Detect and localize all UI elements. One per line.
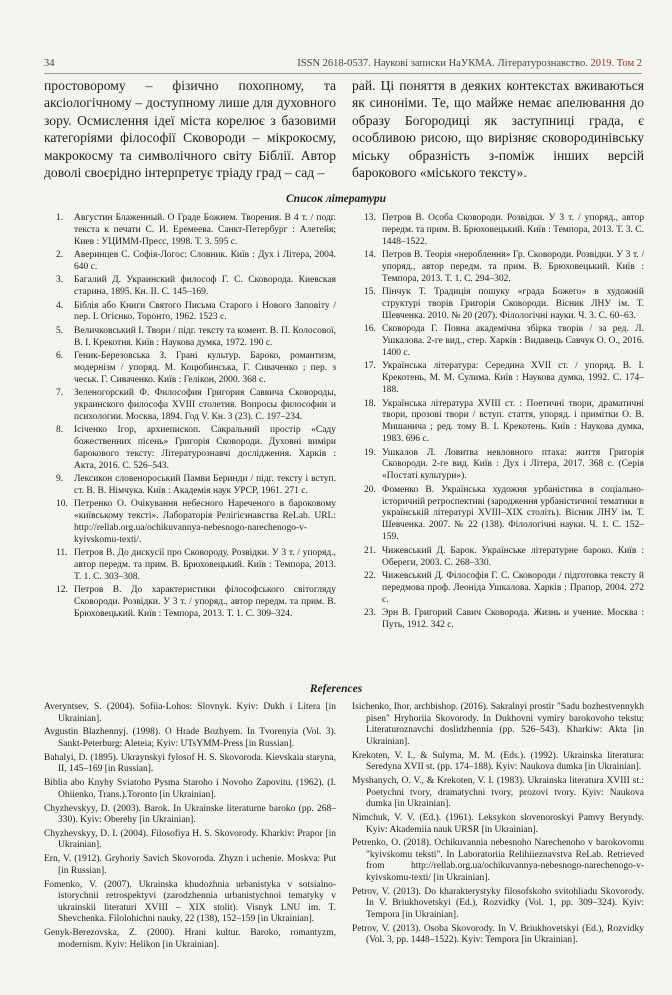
literature-item [44,388,336,424]
literature-item-number: 22. [364,570,376,581]
literature-item [44,585,336,621]
literature-item-text: Чижевський Д. Барок. Українське літературне бароко. Київ : Обереги, 2003. С. 268–330. [382,545,644,568]
literature-item [352,287,644,323]
reference-item: Biblia abo Knyhy Sviatoho Pysma Staroho i Novoho Zapovitu. (1962). (I. Ohiienko, Trans.).Toronto [in Ukrainian]. [44,778,336,800]
journal-title [297,58,642,69]
literature-item-text: Геник-Березовська З. Грані культур. Бароко, романтизм, модернізм / упоряд. М. Коцюбинська, Г. Сиваченко ; пер. з чеськ. Г. Сиваченко. Київ : Гелікон, 2000. 368 с. [74,350,336,385]
literature-col-left [44,213,336,633]
literature-item-text: Ісіченко Ігор, архиепископ. Сакральний простір «Саду божественних пісень» Григорія Сковороди. Духовні виміри барокового тексту: Літературознавчі дослідження. Харків : Акта, 2016. С. 526–543. [74,425,336,471]
literature-item-number: 3. [56,275,64,286]
literature-item-text: Пінчук Т. Традиція пошуку «града Божего» в художній структурі творів Григорія Сковороди. Вісник ЛНУ ім. Т. Шевченка. 2010. № 20 (207). Філологічні науки. Ч. 3. С. 60–63. [382,287,644,322]
references-col-right [352,702,644,954]
literature-item [352,399,644,447]
literature-item [44,425,336,473]
literature-item-number: 2. [56,250,64,261]
literature-item-text: Зеленогорский Ф. Философия Григория Саввича Сковороды, украинского философа XVIII столетия. Вопросы философии и психологии. Москва, 1894. Год V. Кн. 3 (23). С. 197–234. [74,388,336,422]
literature-item-number: 23. [364,607,376,618]
literature-item [44,275,336,299]
literature-list [44,213,644,633]
reference-item: Bahalyi, D. (1895). Ukraynskyi fylosof H. S. Skovoroda. Kievskaia staryna, II, 145–169 [in Russian]. [44,752,336,775]
literature-item [352,485,644,545]
literature-item-number: 12. [56,585,68,596]
literature-item [44,499,336,547]
literature-item-number: 16. [364,324,376,335]
literature-item-number: 5. [56,325,64,336]
body-text-left: простоворому – фізично похопному, та аксіологічному – доступному лише для духовного зору. Осмислення ідеї міста корелює з базовими категоріями філософії Сковороди – мікрокосму, макрокосму та символічного світу Біблії. Автор доволі своєрідно інтерпретує тріаду град – сад – [44,78,336,181]
literature-list-right [352,213,644,632]
literature-item-text: Августин Блаженный. О Граде Божием. Творения. В 4 т. / подг. текста к печати С. И. Еремеева. Санкт-Петербург : Алетейя; Киев : УЦИММ-Пресс, 1998. Т. 3. 595 с. [74,213,336,247]
literature-item [44,326,336,350]
literature-item-number: 13. [364,213,376,223]
literature-item-text: Чижевський Д. Філософія Г. С. Сковороди / підготовка тексту й передмова проф. Леоніда Ушкалова. Харків : Прапор, 2004. 272 с. [382,570,644,605]
literature-item [44,213,336,249]
reference-item: Myshanych, O. V., & Krekoten, V. I. (1983). Ukrainska literatura XVIII st.: Poetychni tvory, dramatychni tvory, prozovi tvory. Kyiv: Naukova dumka [in Ukrainian]. [352,775,644,810]
literature-list-left [44,213,336,621]
literature-item [352,250,644,286]
literature-item [44,351,336,387]
reference-item: Isichenko, Ihor, archbishop. (2016). Sakralnyi prostir "Sadu bozhestvennykh pisen" Hryhoriia Skovorody. In Dukhovni vymiry barokovoho tekstu: Literaturoznavchi doslidzhennia (pp. 526–543). Kharkiw: Akta [in Ukrainian]. [352,702,644,747]
literature-item [352,546,644,570]
running-header [44,58,642,69]
literature-item-number: 8. [56,425,64,436]
reference-item: Petrenko, O. (2018). Ochikuvannia nebesnoho Narechenoho v barokovomu "kyivskomu teksti". In Laboratoriia Relihiieznavstva ReLab. Retrieved from http://rellab.org.ua/ochikuvannya-nebesnogo-narechenogo-v-kyivskomu-texti/ [in Ukrainian]. [352,838,644,884]
literature-item-text: Сковорода Г. Повна академічна збірка творів / за ред. Л. Ушкалова. 2-ге вид., стер. Харків : Видавець Савчук О. О., 2016. 1400 с. [382,324,644,359]
literature-item-text: Петренко О. Очікування небесного Нареченого в бароковому «київському тексті». Лабораторія Релігієзнавства ReLab. URL: http://rellab.org.ua/ochikuvannya-nebesnogo-narechenogo-v-kyivskomu-texti/. [74,499,336,546]
literature-item-text: Петров В. До дискусії про Сковороду. Розвідки. У 3 т. / упоряд., автор передм. та прим. В. Брюховецький. Київ : Темпора, 2013. Т. 1. С. 303–308. [74,548,336,583]
reference-item: Averyntsev, S. (2004). Sofiia-Lohos: Slovnyk. Kyiv: Dukh i Litera [in Ukrainian]. [44,702,336,724]
literature-item-number: 6. [56,350,64,361]
reference-item: Krekoten, V. I., & Sulyma, M. M. (Eds.). (1992). Ukrainska literatura: Seredyna XVII st. (pp. 174–188). Kyiv: Naukova dumka [in Ukrainian]. [352,750,644,773]
literature-item [352,361,644,397]
literature-item [352,608,644,632]
references-title: References [309,683,363,695]
literature-item [44,548,336,584]
body-text-right: рай. Ці поняття в деяких контекстах вживаються як синоніми. Те, що майже немає апелювання до образу Богородиці як заступниці града, є особливою рисою, що вирізняє сковородинівську міську образність з-поміж інших версій барокового «міського тексту». [352,78,644,181]
literature-item [352,324,644,360]
literature-item [44,301,336,325]
literature-item-text: Аверинцев С. Софія-Логос: Словник. Київ : Дух і Літера, 2004. 640 с. [74,250,336,273]
literature-item-number: 21. [364,545,376,556]
literature-item-number: 9. [56,474,64,485]
literature-item-text: Петров В. Особа Сковороди. Розвідки. У 3 т. / упоряд., автор передм. та прим. В. Брюховецький. Київ : Темпора, 2013. Т. 3. С. 1448–1522. [382,213,644,247]
literature-item-number: 14. [364,250,376,261]
literature-item-number: 11. [56,548,68,559]
literature-item [44,250,336,274]
references-list [44,702,644,954]
header-rule [44,73,642,74]
journal-name: ISSN 2618-0537. Наукові записки НаУКМА. Літературознавство. [297,58,588,69]
literature-item-text: Эрн В. Григорий Савич Сковорода. Жизнь и учение. Москва : Путь, 1912. 342 с. [382,607,644,630]
journal-volume: 2019. Том 2 [590,58,642,69]
literature-item [352,571,644,607]
literature-item-text: Петров В. Теорія «нероблення» Гр. Сковороди. Розвідки. У 3 т. / упоряд., автор передм. та прим. В. Брюховецький. Київ : Темпора, 2013. Т. 1. С. 294–302. [382,250,644,284]
literature-item-number: 10. [56,499,68,510]
page-number: 34 [44,58,55,69]
literature-item-text: Багалий Д. Украинский философ Г. С. Сковорода. Киевская старина, 1895. Кн. II. С. 145–169. [74,275,336,298]
reference-item: Nimchuk, V. V. (Ed.). (1961). Leksykon slovenoroskyi Pamvy Beryndy. Kyiv: Akademiia nauk URSR [in Ukrainian]. [352,812,644,835]
reference-item: Chyzhevskyy, D. I. (2004). Filosofiya H. S. Skovorody. Kharkiv: Prapor [in Ukrainian]. [44,828,336,851]
literature-item-number: 17. [364,361,376,372]
literature-item [352,448,644,484]
literature-item [44,474,336,498]
literature-item-number: 7. [56,388,64,399]
literature-item-text: Біблія або Книги Святого Письма Старого і Нового Заповіту / пер. І. Огієнко. Торонто, 1962. 1523 с. [74,300,336,323]
reference-item: Chyzhevskyy, D. (2003). Barok. In Ukrainske literaturne baroko (pp. 268–330). Kyiv: Oberehy [in Ukrainian]. [44,803,336,826]
reference-item: Petrov, V. (2013). Do kharakterystyky filosofskoho svitohliadu Skovorody. In V. Briukhovetskyi (Ed.), Rozvidky (Vol. 1, pp. 309–324). Kyiv: Tempora [in Ukrainian]. [352,886,644,921]
literature-item-number: 15. [364,287,376,298]
reference-item: Genyk-Berezovska, Z. (2000). Hrani kultur. Baroko, romantyzm, modernism. Kyiv: Helikon [in Ukrainian]. [44,928,336,950]
literature-item-number: 1. [56,213,64,223]
literature-item-text: Лексикон словенороський Памви Беринди / підг. тексту і вступ. ст. В. В. Німчука. Київ : Академія наук УРСР, 1961. 271 с. [74,474,336,497]
body-text [44,77,644,181]
literature-title: Список літератури [286,193,386,205]
literature-item [352,213,644,249]
literature-item-text: Петров В. До характеристики філософського світогляду Сковороди. Розвідки. У 3 т. / упоряд., автор передм. та прим. В. Брюховецький. Київ : Темпора, 2013. Т. 1. С. 309–324. [74,585,336,620]
literature-col-right [352,213,644,633]
reference-item: Avgustin Blazhennyj. (1998). O Hrade Bozhyem. In Tvorenyia (Vol. 3). Sankt-Peterburg: Aleteia; Kyiv: UTsYMM-Press [in Russian]. [44,727,336,749]
literature-item-text: Ушкалов Л. Ловитва невловного птаха: життя Григорія Сковороди. 2-ге вид. Київ : Дух і Літера, 2017. 368 с. (Серія «Постаті культури»). [382,447,644,482]
reference-item: Ern, V. (1912). Gryhoriy Savich Skovoroda. Zhyzn i uchenie. Moskva: Put [in Russian]. [44,854,336,876]
literature-item-number: 20. [364,484,376,495]
literature-item-number: 18. [364,398,376,409]
literature-item-number: 4. [56,300,64,311]
literature-item-text: Українська література XVIII ст. : Поетичні твори, драматичні твори, прозові твори / вступ. стаття, упоряд. і примітки О. В. Мишанича ; ред. тому В. І. Крекотень. Київ : Наукова думка, 1983. 696 с. [382,398,644,445]
reference-item: Petrov, V. (2013). Osoba Skovorody. In V. Briukhovetskyi (Ed.), Rozvidky (Vol. 3, pp. 1448–1522). Kyiv: Tempora [in Ukrainian]. [352,923,644,946]
literature-item-text: Величковський І. Твори / підг. тексту та комент. В. П. Колосової, В. І. Крекотня. Київ : Наукова думка, 1972. 190 с. [74,325,336,348]
references-col-left [44,702,336,954]
literature-item-number: 19. [364,447,376,458]
literature-item-text: Фоменко В. Українська художня урбаністика в соціально-історичній ретроспективі (зародження урбаністичної тематики в українській літературі XVIII–XIX століть). Вісник ЛНУ ім. Т. Шевченка. 2007. № 22 (138). Філологічні науки. Ч. 1. С. 152–159. [382,484,644,543]
literature-item-text: Українська література: Середина XVII ст. / упоряд. В. І. Крекотень, М. М. Сулима. Київ : Наукова думка, 1992. С. 174–188. [382,361,644,396]
reference-item: Fomenko, V. (2007). Ukrainska khudozhnia urbanistyka v sotsialno-istorychnii retrospektyvi (zarodzhennia urbanistychnoi tematyky v ukrainskii literaturi XVIII – XIX stolit). Visnyk LNU im. T. Shevchenka. Filolohichni nauky, 22 (138), 152–159 [in Ukrainian]. [44,879,336,925]
